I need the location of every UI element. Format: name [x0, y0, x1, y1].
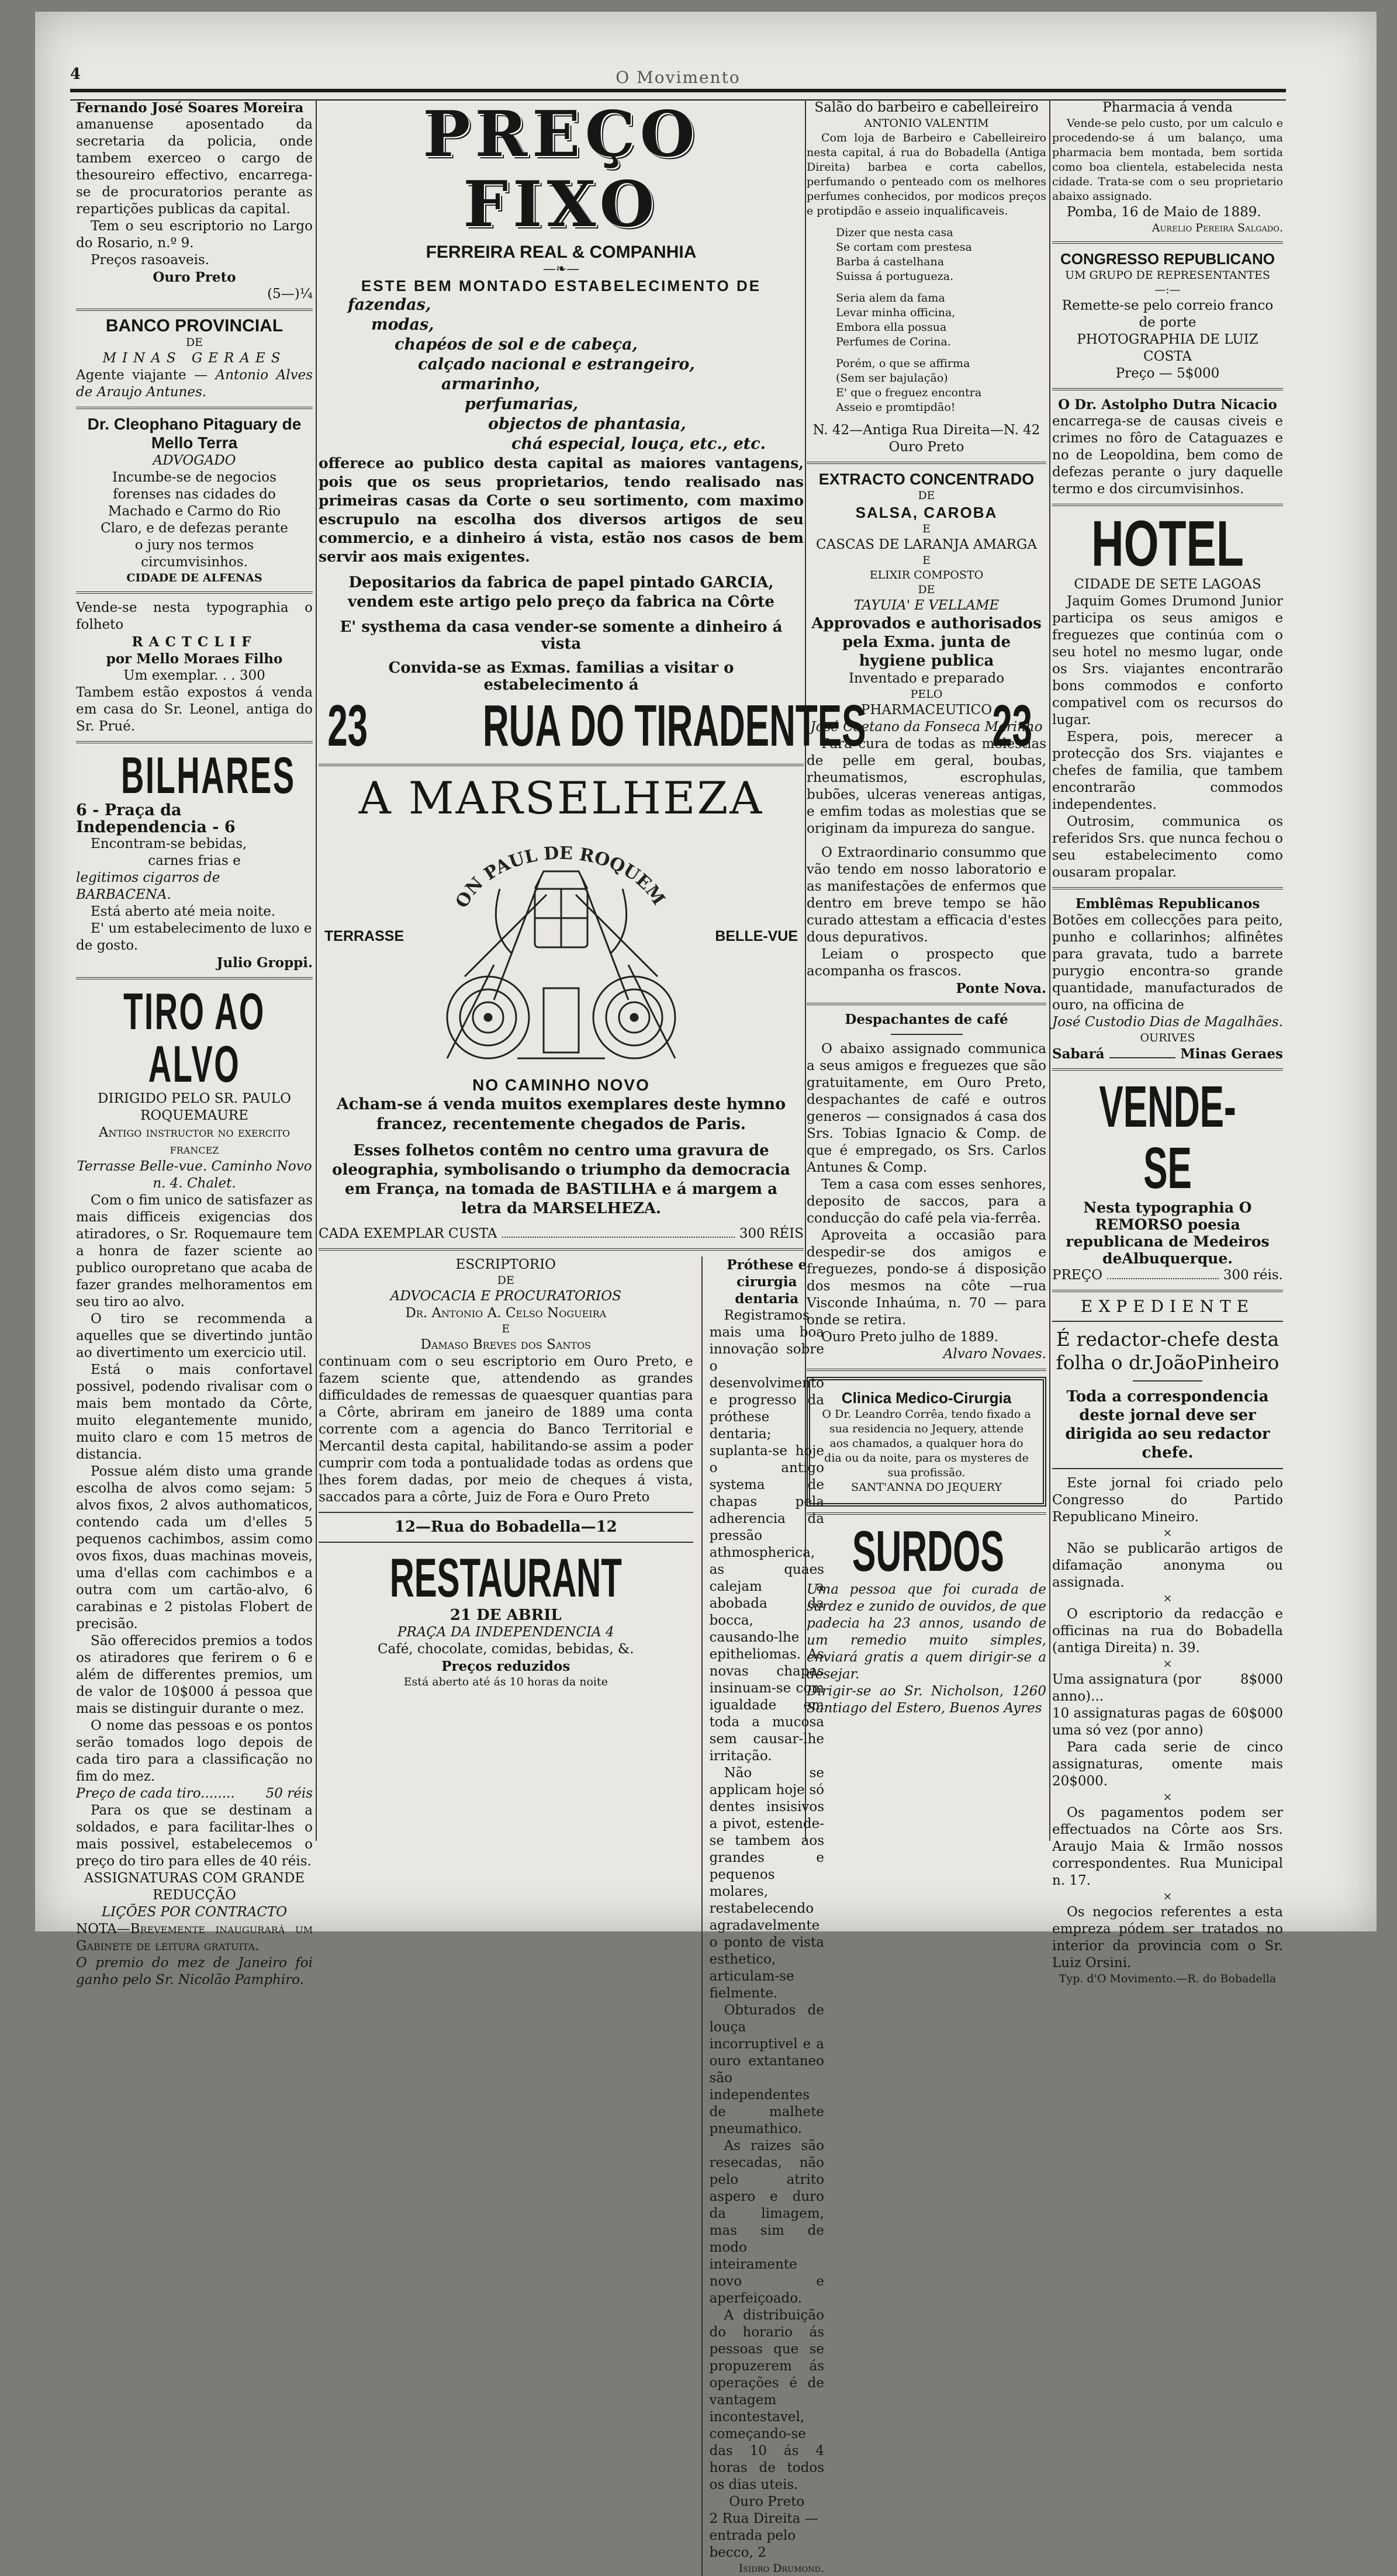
divider [76, 309, 313, 311]
ad-title: Salão do barbeiro e cabelleireiro [814, 100, 1039, 115]
ad-date: Pomba, 16 de Maio de 1889. [1067, 205, 1261, 220]
ad-pelo: PELO [910, 688, 943, 701]
ad-intro: ESTE BEM MONTADO ESTABELECIMENTO DE [361, 277, 762, 295]
ad-address: PRAÇA DA INDEPENDENCIA 4 [397, 1625, 614, 1640]
ad-directed: DIRIGIDO PELO SR. PAULO ROQUEMAURE [98, 1091, 291, 1123]
ad-astolpho [1052, 396, 1283, 498]
page-number: 4 [70, 65, 81, 83]
ad-despachantes [807, 1011, 1046, 1363]
emblem-illustration [319, 825, 804, 1076]
ad-role: OURIVES [1140, 1031, 1195, 1044]
redactor-line: É redactor-chefe desta folha o dr.JoãoPinheiro [1056, 1328, 1280, 1374]
ad-title: Dr. Cleophano Pitaguary de Mello Terra [87, 415, 302, 452]
verse-line: Se cortam com prestesa [836, 241, 972, 254]
divider [319, 1248, 804, 1251]
divider [1052, 504, 1283, 506]
ornament: —❧— [542, 262, 580, 276]
street-number: 23 [327, 693, 368, 759]
ad-body: Vende-se pelo custo, por um calculo e procedendo-se á um balanço, uma pharmacia bem montada, bem sortida como boa clientela, estabelecida nesta cidade. Trata-se com o seu proprietario abaixo assignado. [1052, 117, 1283, 203]
ad-de: DE [918, 489, 935, 502]
ad-title: VENDE-SE [1099, 1074, 1236, 1201]
ad-ractclif [76, 600, 313, 735]
label-left: TERRASSE [324, 928, 404, 944]
ad-invent: Inventado e preparado [848, 671, 1005, 686]
ad-state: MINAS GERAES [102, 351, 286, 366]
divider [1052, 887, 1283, 889]
ad-title: TIRO AO ALVO [123, 982, 265, 1093]
ad-pharmacia [1052, 99, 1283, 236]
imprint: Typ. d'O Movimento.—R. do Bobadella [1059, 1972, 1277, 1985]
ad-address: 6 - Praça da Independencia - 6 [76, 801, 236, 836]
ad-fernando [76, 99, 313, 303]
maison-label: ON PAUL DE ROQUEM [451, 843, 669, 912]
ad-paragraph: O Extraordinario consummo que vão tendo em nosso laboratorio e as manifestações de enfermos que dentro em breve tempo se hão curado attestam a efficacia d'estes dous depurativos. [807, 845, 1046, 945]
divider [1052, 1468, 1283, 1469]
ad-title: Fernando José Soares Moreira [76, 100, 304, 116]
ad-cascas: CASCAS DE LARANJA AMARGA [816, 537, 1037, 552]
item: armarinho, [441, 375, 540, 393]
ad-pharm: PHARMACEUTICO [860, 702, 993, 718]
ad-de: DE [185, 336, 203, 349]
ad-elixir: ELIXIR COMPOSTO [869, 569, 984, 581]
ad-title: O Dr. Astolpho Dutra Nicacio [1058, 397, 1277, 413]
verse-line: Levar minha officina, [836, 306, 956, 319]
ad-paragraph: Espera, pois, merecer a protecção dos Srs. viajantes e chefes de familia, que tambem encontrarão commodos independentes. [1052, 729, 1283, 812]
ad-sep: —:— [1154, 283, 1181, 296]
item-list [319, 295, 804, 454]
ad-body: Uma pessoa que foi curada de surdez e zunido de ouvidos, de que padecia ha 23 annos, usando de um remedio muito simples, enviará gratis a quem dirigir-se a desejar. [807, 1582, 1046, 1682]
ad-title: ESCRIPTORIO [455, 1257, 556, 1272]
verse-line: Suissa á portugueza. [836, 270, 954, 283]
verse-line: Barba á castelhana [836, 255, 945, 268]
ad-licoes: LIÇÕES POR CONTRACTO [101, 1905, 288, 1920]
ad-prices: Preços rasoaveis. [91, 252, 210, 268]
ad-body: Botões em collecções para peito, punho e collarinhos; alfinêtes para gravata, tudo a barrete purygio encontra-so grande quantidade, manufacturados de ouro, na officina de [1052, 913, 1283, 1013]
label-right: BELLE-VUE [715, 928, 798, 944]
ad-body: O Dr. Leandro Corrêa, tendo fixado a sua residencia no Jequery, attende aos chamados, a qualquer hora do dia ou da noite, para os mysteres de sua profissão. [822, 1408, 1031, 1479]
ad-name: ANTONIO VALENTIM [864, 117, 989, 130]
verse-line: (Sem ser bajulação) [836, 372, 948, 385]
ad-salsa: SALSA, CAROBA [855, 504, 998, 521]
ad-e: E [922, 554, 931, 567]
divider [319, 1542, 693, 1543]
ad-vende [1052, 1076, 1283, 1284]
exp-paragraph: Para cada serie de cinco assignaturas, omente mais 20$000. [1052, 1740, 1283, 1789]
ad-title: RESTAURANT [389, 1547, 622, 1608]
ad-paragraph: Registramos mais uma boa innovação sobre o desenvolvimento e progresso da próthese dentaria; suplanta-se hoje o antigo systema de chapas pela adherencia da pressão athmospherica, as quaes calejam a abobada da bocca, causando-lhe epitheliomas. As novas chapas insinuam-se com igualdade em toda a mucosa sem causar-lhe irritação. [709, 1308, 824, 1764]
price: 8$000 [1240, 1672, 1283, 1687]
separator: × [1163, 1791, 1173, 1803]
ad-paragraph: O tiro se recommenda a aquelles que se divertindo juntão ao divertimento um exercicio util. [76, 1311, 313, 1360]
ad-name: José Custodio Dias de Magalhães. [1052, 1015, 1283, 1030]
ad-name: José Caetano da Fonseca Marinho [810, 719, 1043, 735]
ad-approv: Approvados e authorisados pela Exma. junta de hygiene publica [811, 615, 1042, 670]
verse-line: Asseio e promtipdão! [836, 401, 956, 414]
ad-title: SURDOS [852, 1519, 1004, 1583]
ad-line: Está aberto até meia noite. [91, 904, 276, 919]
ad-tiro [76, 982, 313, 1989]
divider [1052, 241, 1283, 244]
expediente [1052, 1298, 1283, 1986]
ad-bilhares [76, 746, 313, 971]
ad-city: Ponte Nova. [956, 981, 1046, 996]
agent-name: Antonio Alves de Araujo Antunes. [76, 368, 313, 400]
item: objectos de phantasia, [488, 415, 686, 433]
ad-line: legitimos cigarros de BARBACENA. [76, 870, 220, 902]
column-rule [316, 99, 317, 1841]
ad-paragraph: Para cura de todas as molestias de pelle em geral, boubas, rheumatismos, escrophulas, bubões, ulceras venereas antigas, e emfim todas as molestias que se originam da impureza do sangue. [807, 736, 1046, 836]
ad-body: amanuense aposentado da secretaria da policia, onde tambem exerceo o cargo de thesoureiro effectivo, encarrega-se de procuratorios perante as repartições publicas da capital. [76, 117, 313, 217]
ad-depositarios: Depositarios da fabrica de papel pintado GARCIA, vendem este artigo pelo preço da fabrica na Côrte [348, 574, 774, 611]
verse [807, 226, 1046, 284]
ad-address: 2 Rua Direita — entrada pelo becco, 2 [709, 2511, 818, 2560]
separator: × [1163, 1592, 1173, 1605]
ad-title: A MARSELHEZA [358, 772, 764, 824]
ad-title: HOTEL [1091, 508, 1244, 580]
ad-name: Dr. Antonio A. Celso Nogueira [405, 1306, 607, 1321]
exp-paragraph: O escriptorio da redacção e officinas na rua do Bobadella (antiga Direita) n. 39. [1052, 1606, 1283, 1656]
ad-signed: Isidro Drumond. [738, 2562, 824, 2575]
ad-premio: O premio do mez de Janeiro foi ganho pelo Sr. Nicolão Pamphiro. [76, 1955, 313, 1988]
ad-title: Clinica Medico-Cirurgia [841, 1389, 1012, 1407]
price: 60$000 [1232, 1706, 1283, 1721]
newspaper-title: O Movimento [615, 68, 741, 87]
roquemaure-emblem [319, 825, 804, 1076]
exp-paragraph: Os negocios referentes a esta empreza pódem ser tratados no interior da provincia com o Sr. Luiz Orsini. [1052, 1905, 1283, 1971]
ad-firm: FERREIRA REAL & COMPANHIA [426, 243, 697, 262]
ad-paragraph: Está o mais confortavel possivel, podendo rivalisar com o mais bem montado da Côrte, muito elegantemente munido, muito claro e com 15 metros de distancia. [76, 1362, 313, 1462]
ad-address: N. 42—Antiga Rua Direita—N. 42 [812, 423, 1040, 438]
item: calçado nacional e estrangeiro, [418, 355, 695, 373]
item: chá especial, louça, etc., etc. [511, 435, 766, 453]
item: modas, [371, 316, 434, 334]
exp-paragraph: Os pagamentos podem ser effectuados na Côrte aos Srs. Araujo Maia & Irmão nossos correspondentes. Rua Municipal n. 17. [1052, 1805, 1283, 1888]
divider [807, 1512, 1046, 1515]
price-label: Um exemplar. . . [123, 668, 236, 683]
ad-address: Tem o seu escriptorio no Largo do Rosario, n.º 9. [76, 219, 313, 251]
ad-body: Incumbe-se de negocios forenses nas cidades do Machado e Carmo do Rio Claro, e de defezas perante o jury nos termos circumvisinhos. [101, 470, 288, 570]
divider [319, 1512, 693, 1513]
ad-title: PREÇO FIXO [423, 98, 700, 241]
verse-line: Porém, o que se affirma [836, 357, 970, 370]
divider [807, 1369, 1046, 1371]
ad-body: continuam com o seu escriptorio em Ouro Preto, e fazem sciente que, attendendo as grandes difficuldades de remessas de quaesquer quantias para a Côrte, abriram em janeiro de 1889 uma conta corrente com a agencia do Banco Territorial e Mercantil desta capital, habilitando-se assim a poder cumprir com toda a pontualidade todas as ordens que lhes forem dadas, por meio de cheques á vista, saccados para a côrte, Juiz de Fora e Ouro Preto [319, 1354, 693, 1505]
ad-row [319, 1256, 824, 2576]
street-number: 23 [992, 693, 1033, 759]
ad-title: BANCO PROVINCIAL [105, 316, 283, 335]
verse-line: E' que o freguez encontra [836, 386, 982, 399]
verse [807, 291, 1046, 349]
verse-line: Dizer que nesta casa [836, 226, 953, 239]
ad-line: E' um estabelecimento de luxo e de gosto. [76, 921, 312, 953]
ad-surdos [807, 1521, 1046, 1717]
divider [807, 1003, 1046, 1005]
place: Minas Geraes [1180, 1046, 1283, 1062]
separator: × [1163, 1657, 1173, 1670]
ad-name: 21 DE ABRIL [449, 1606, 562, 1624]
ad-escriptorio [319, 1256, 693, 2576]
divider [1133, 1380, 1202, 1382]
ad-systema: E' systhema da casa vender-se somente a dinheiro á vista [340, 618, 783, 653]
price-label: Uma assignatura (por anno)... [1052, 1672, 1201, 1704]
ad-title: RACTCLIF [132, 634, 257, 650]
ad-line: carnes frias e [148, 853, 241, 868]
verse-line: Embora ella possua [836, 321, 947, 334]
divider [807, 462, 1046, 464]
ad-paragraph: Possue além disto uma grande escolha de alvos como sejam: 5 alvos fixos, 2 alvos authomaticos, contendo cada um d'elles 5 pequenos cachimbos, assim como ovos fixos, duas machinas moveis, uma d'ellas com cachimbos e a outra com um cartão-alvo, 6 carabinas e 2 pistolas Flobert de precisão. [76, 1464, 313, 1632]
item: perfumarias, [465, 395, 579, 413]
ad-owner: Julio Groppi. [216, 955, 313, 971]
ad-paragraph: Aproveita a occasião para despedir-se dos amigos e freguezes, pondo-se á disposição dos mesmos na côte —rua Visconde Inhaúma, n. 70 — para onde se retira. [807, 1228, 1046, 1328]
ad-city: Ouro Preto [729, 2494, 805, 2509]
ad-price: Preço — 5$000 [1115, 366, 1220, 381]
ad-title: EXTRACTO CONCENTRADO [818, 470, 1035, 488]
ad-prices: Preços reduzidos [441, 1659, 570, 1674]
ad-city: Ouro Preto [888, 439, 964, 455]
ad-tayuia: TAYUIA' E VELLAME [853, 598, 1000, 613]
section-title: EXPEDIENTE [1080, 1297, 1255, 1316]
ad-date: Ouro Preto julho de 1889. [821, 1329, 999, 1345]
ad-body: Remette-se pelo correio franco de porte [1061, 298, 1274, 330]
divider [76, 741, 313, 743]
ad-intro: Vende-se nesta typographia o folheto [76, 600, 313, 632]
ad-former: Antigo instructor no exercito francez [98, 1125, 291, 1157]
ad-address: Terrasse Belle-vue. Caminho Novo n. 4. Chalet. [77, 1159, 312, 1191]
ad-paragraph: Outrosim, communica os referidos Srs. que nunca fechou o seu estabelecimento como ousaram propalar. [1052, 814, 1283, 880]
ad-marselheza [319, 772, 804, 1242]
ad-title: Próthese e cirurgia dentaria [727, 1257, 807, 1307]
column-rule [1049, 99, 1050, 1841]
ad-nota: NOTA—Brevemente inaugurará um Gabinete de leitura gratuita. [76, 1921, 313, 1954]
divider [76, 407, 313, 409]
price-label: Preço de cada tiro........ [76, 1786, 235, 1801]
ad-salao [807, 99, 1046, 456]
divider [1052, 388, 1283, 390]
street-name: RUA DO TIRADENTES [482, 693, 866, 759]
item: chapéos de sol e de cabeça, [395, 335, 638, 354]
ad-cleophano [76, 415, 313, 586]
ad-address: 12—Rua do Bobadella—12 [394, 1518, 617, 1536]
exp-paragraph: Não se publicarão artigos de difamação anonyma ou assignada. [1052, 1541, 1283, 1590]
ad-paragraph: Com o fim unico de satisfazer as mais difficeis exigencias dos atiradores, o Sr. Roquemaure tem a honra de fazer sciente ao publico ouropretano que acaba de fazer grandes melhoramentos em seu tiro ao alvo. [76, 1193, 313, 1310]
ad-paragraph: As raizes são resecadas, não pelo atrito aspero e duro da limagem, mas sim de modo inteiramente novo e aperfeiçoado. [709, 2138, 824, 2306]
ad-e: E [502, 1322, 510, 1335]
ad-city: CIDADE DE SETE LAGOAS [1074, 577, 1261, 592]
divider [319, 764, 804, 766]
ad-convida: Convida-se as Exmas. familias a visitar o estabelecimento á [388, 659, 734, 694]
ad-body: Nesta typographia O REMORSO poesia republicana de Medeiros deAlbuquerque. [1066, 1199, 1270, 1267]
ad-title: Despachantes de café [845, 1012, 1008, 1027]
price-label: PREÇO [1052, 1268, 1103, 1283]
agent-label: Agente viajante — [76, 368, 208, 383]
ad-sub: ADVOCACIA E PROCURATORIOS [390, 1289, 621, 1304]
ad-offer: offerece ao publico desta capital as maiores vantagens, pois que os seus proprietarios, tendo realisado nas primeiras casas da Corte o seu sortimento, com maximo escrupulo na escolha dos diversos artigos de seu commercio, e a dinheiro á vista, estão nos casos de bem servir aos mais exigentes. [319, 455, 804, 565]
ad-paragraph: A distribuição do horario ás pessoas que se propuzerem ás operações é de vantagem incontestavel, começando-se das 10 ás 4 horas de todos os dias uteis. [709, 2308, 824, 2492]
ad-name: Damaso Breves dos Santos [420, 1337, 592, 1352]
price: 300 RÉIS [739, 1226, 804, 1241]
ad-paragraph: Leiam o prospecto que acompanha os frascos. [807, 947, 1046, 979]
divider [1052, 1321, 1283, 1322]
ad-emblemas [1052, 895, 1283, 1062]
ad-paragraph: São offerecidos premios a todos os atiradores que ferirem o 6 e além de differentes premios, um de valor de 10$000 á pessoa que mais se distinguir durante o mez. [76, 1633, 313, 1716]
ad-paragraph: Esses folhetos contêm no centro uma gravura de oleographia, symbolisando o triumpho da democracia em França, na tomada de BASTILHA e á margem a letra da MARSELHEZA. [332, 1142, 790, 1217]
divider [76, 591, 313, 594]
verse [807, 356, 1046, 415]
ad-role: ADVOGADO [153, 453, 236, 468]
ad-paragraph: Jaquim Gomes Drumond Junior participa os seus amigos e freguezes que continúa com o seu hotel no mesmo lugar, onde os Srs. viajantes encontrarão bons commodos e conforto compativel com os recursos do lugar. [1052, 594, 1283, 728]
ad-body: Com loja de Barbeiro e Cabelleireiro nesta capital, á rua do Bobadella (Antiga Direita) barbea e corta cabellos, perfumando o penteado com os melhores perfumes conhecidos, por modicos preços e protipdão e asseio inqualificaveis. [807, 131, 1046, 217]
ad-city: Ouro Preto [153, 269, 236, 285]
ad-de: DE [497, 1274, 514, 1287]
ad-body: encarrega-se de causas civeis e crimes no fôro de Cataguazes e no de Leopoldina, bem como de defezas perante o jury daquelle termo e dos circumvisinhos. [1052, 414, 1283, 497]
price-label: 10 assignaturas pagas de uma só vez (por anno) [1052, 1706, 1226, 1738]
price-label: CADA EXEMPLAR CUSTA [319, 1226, 497, 1241]
ad-caminho: NO CAMINHO NOVO [472, 1076, 650, 1094]
ad-congresso [1052, 250, 1283, 382]
separator: × [1163, 1890, 1173, 1903]
ad-author: por Mello Moraes Filho [106, 651, 283, 667]
ad-paragraph: O abaixo assignado communica a seus amigos e freguezes que são gratuitamente, em Ouro Preto, despachantes de café e outros generos — consignados á casa dos Srs. Tobias Ignacio & Comp. de que é empregado, os Srs. Carlos Antunes & Comp. [807, 1041, 1046, 1175]
ad-e: E [922, 522, 931, 535]
ad-contact: Dirigir-se ao Sr. Nicholson, 1260 Santiago del Estero, Buenos Ayres [807, 1684, 1046, 1716]
divider [1052, 1290, 1283, 1292]
price: 300 réis. [1223, 1268, 1283, 1283]
ad-assin: ASSIGNATURAS COM GRANDE REDUCÇÃO [84, 1871, 305, 1903]
ad-prothese [701, 1256, 824, 2576]
ad-restaurant [319, 1549, 693, 1689]
price: 300 [239, 668, 265, 683]
ad-note: Tambem estão expostos á venda em casa do Sr. Leonel, antiga do Sr. Prué. [76, 685, 313, 734]
divider [1052, 1068, 1283, 1071]
ad-clinica [807, 1377, 1046, 1507]
ad-hotel [1052, 508, 1283, 881]
ad-paragraph: Tem a casa com esses senhores, deposito de saccos, para a conducção do café pela via-ferrêa. [807, 1177, 1046, 1226]
item: fazendas, [348, 296, 431, 314]
ad-paragraph: Para os que se destinam a soldados, e para facilitar-lhes o mais possivel, estabelecemos o preço do tiro para elles de 40 réis. [76, 1803, 313, 1869]
ad-paragraph: Não se applicam hoje só dentes insisivos a pivot, estende-se tambem aos grandes e pequenos molares, restabelecendo agradavelmente o ponto de vista esthetico, articulam-se fielmente. [709, 1765, 824, 2001]
ad-extracto [807, 470, 1046, 997]
ad-photo: PHOTOGRAPHIA DE LUIZ COSTA [1077, 332, 1258, 364]
ad-paragraph: O nome das pessoas e os pontos serão tomados logo depois de cada tiro para a classificação no fim do mez. [76, 1718, 313, 1784]
ad-title: CONGRESSO REPUBLICANO [1060, 250, 1275, 268]
column-4 [1052, 99, 1283, 1985]
ad-paragraph: Acham-se á venda muitos exemplares deste hymno francez, recentemente chegados de Paris. [336, 1095, 786, 1133]
price: 50 réis [265, 1786, 313, 1801]
ad-signed: Alvaro Novaes. [943, 1346, 1046, 1362]
exp-paragraph: Este jornal foi criado pelo Congresso do Partido Republicano Mineiro. [1052, 1476, 1283, 1525]
ad-title: Pharmacia á venda [1102, 100, 1233, 115]
ad-de: DE [918, 583, 935, 596]
ad-line: Encontram-se bebidas, [91, 836, 247, 851]
ad-signed: Aurelio Pereira Salgado. [1152, 221, 1283, 234]
correspondence: Toda a correspondencia deste jornal deve ser dirigida ao seu redactor chefe. [1065, 1388, 1270, 1462]
verse-line: Perfumes de Corina. [836, 335, 951, 348]
running-header [70, 65, 1286, 89]
ad-city: CIDADE DE ALFENAS [126, 572, 262, 584]
ad-sub: UM GRUPO DE REPRESENTANTES [1065, 269, 1270, 282]
ad-hours: Está aberto até ás 10 horas da noite [403, 1675, 608, 1688]
ad-paragraph: Obturados de louça incorruptivel e a ouro extantaneo são independentes de malhete pneumathico. [709, 2003, 824, 2137]
verse-line: Seria alem da fama [836, 292, 945, 304]
ad-banco [76, 317, 313, 401]
column-3 [807, 99, 1046, 1841]
ad-ref: (5—)¼ [267, 286, 313, 302]
divider [891, 1034, 963, 1035]
ad-title: Emblêmas Republicanos [1075, 896, 1260, 912]
column-1 [76, 99, 313, 1988]
ad-title: BILHARES [120, 746, 296, 804]
ad-place: SANT'ANNA DO JEQUERY [850, 1481, 1002, 1494]
divider [76, 977, 313, 979]
ad-items: Café, chocolate, comidas, bebidas, &. [377, 1642, 634, 1657]
place: Sabará [1052, 1046, 1105, 1062]
separator: × [1163, 1526, 1173, 1539]
